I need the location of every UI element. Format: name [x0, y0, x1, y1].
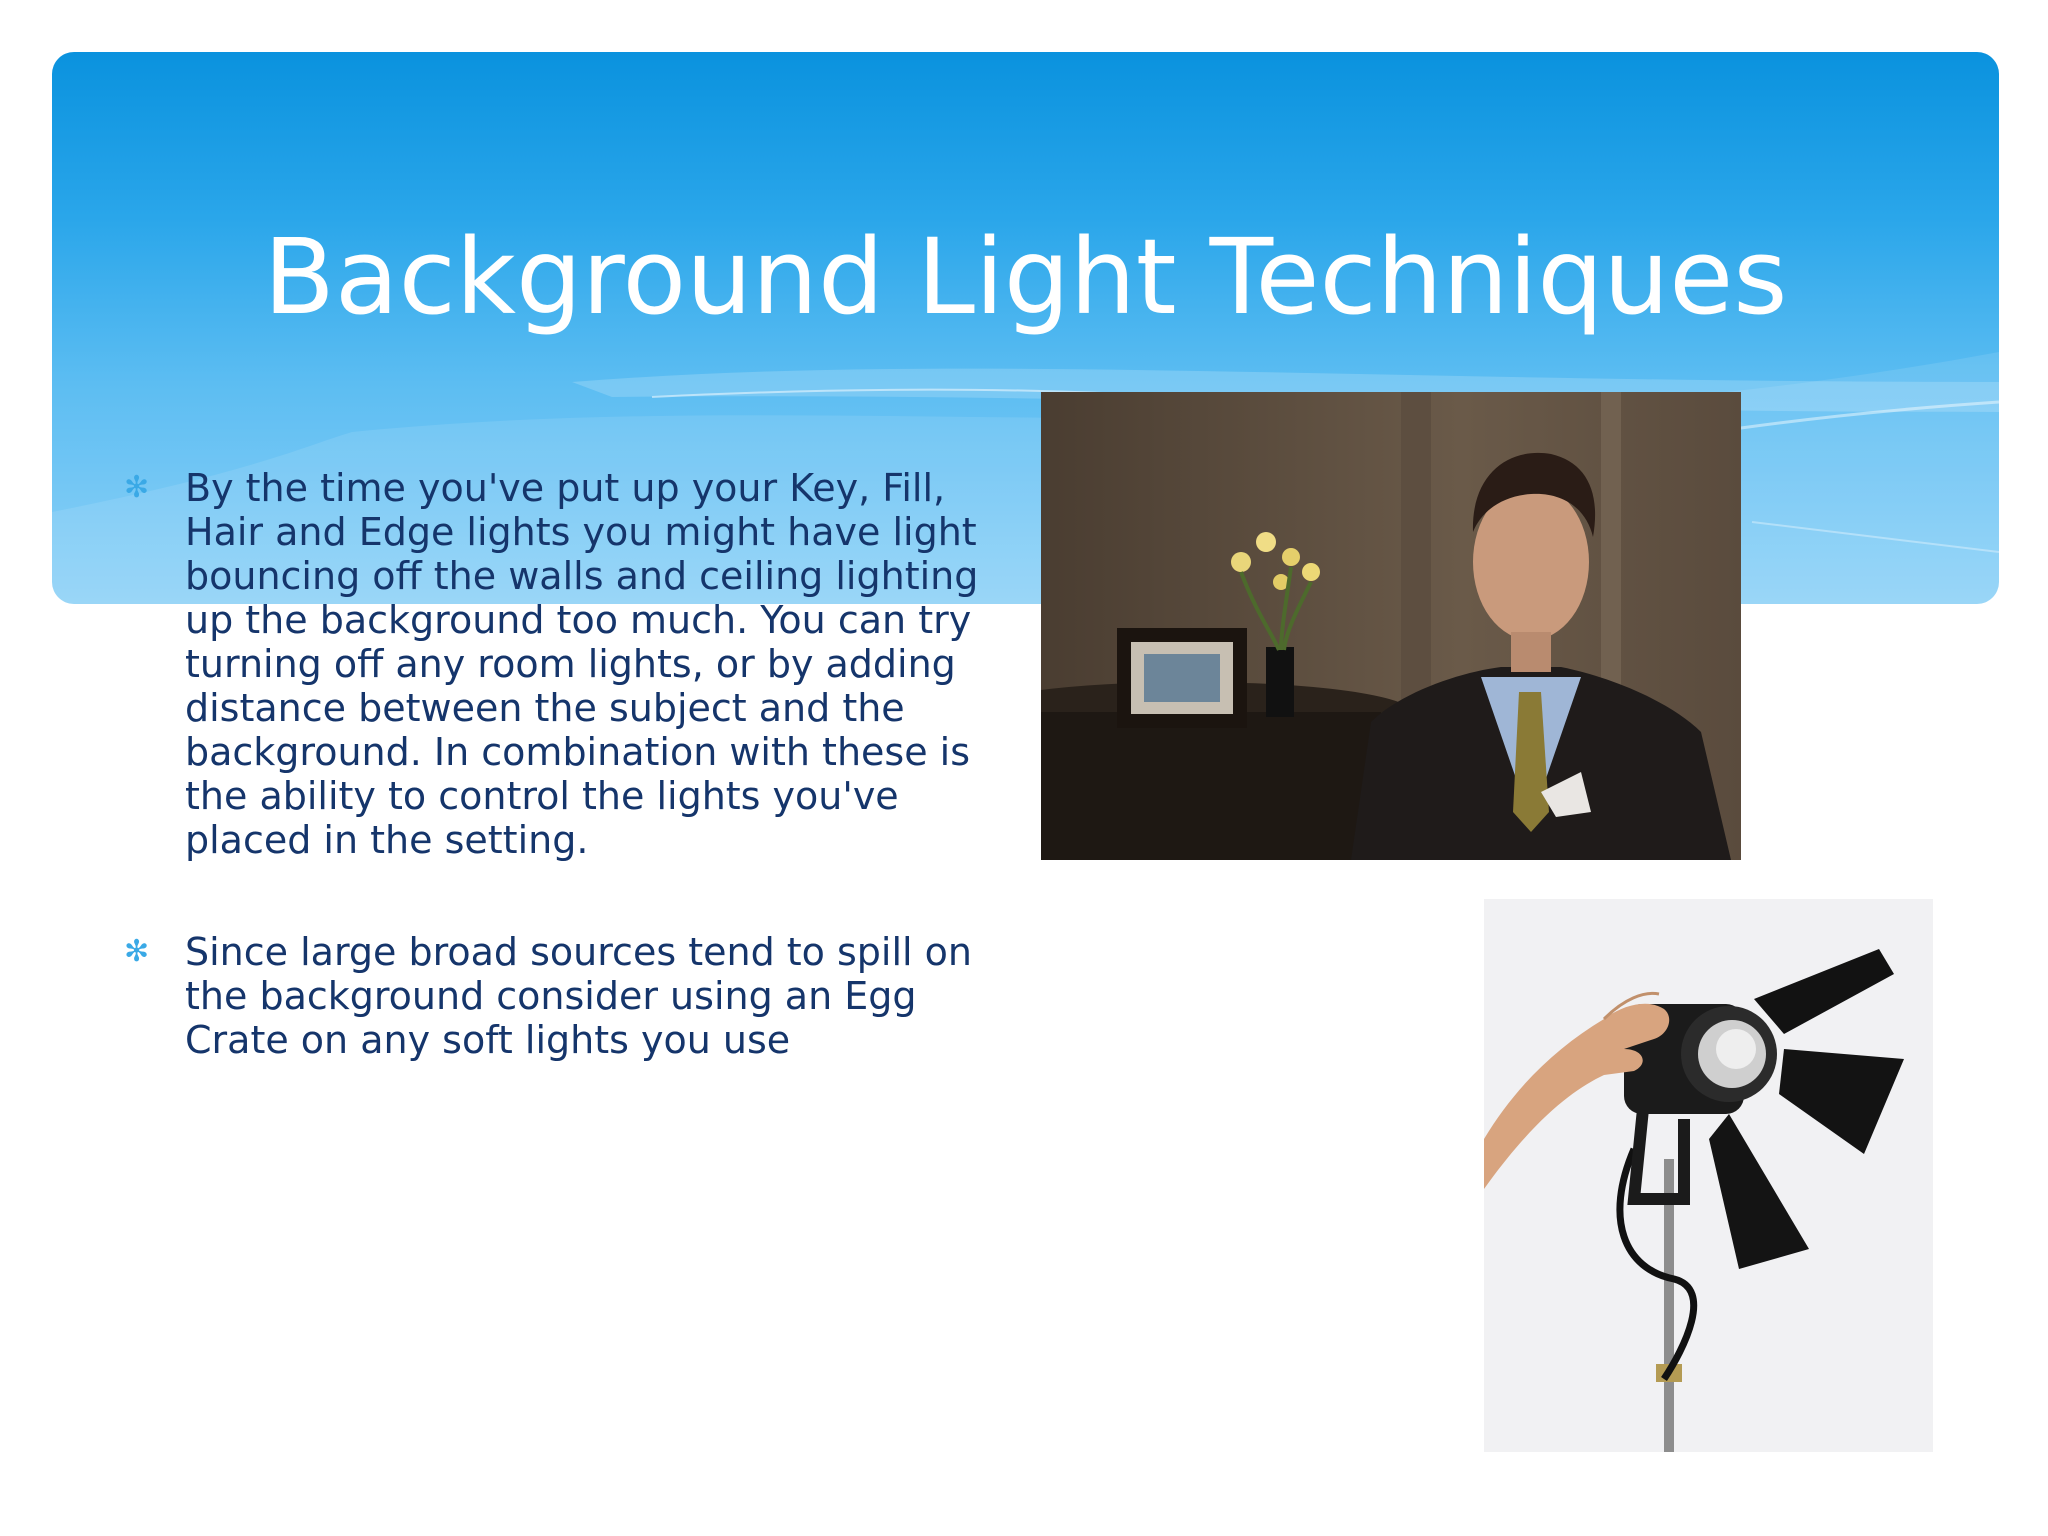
bullet-item: [120, 466, 980, 862]
bullet-text: By the time you've put up your Key, Fill, Hair and Edge lights you might have light bouncing off the walls and ceiling lighting up the background too much. You can try turning off any room lights, or by adding distance between the subject and the background. In combination with these is the ability to control the lights you've placed in the setting.: [185, 466, 979, 862]
asterisk-bullet-icon: ✻: [124, 934, 150, 969]
bullet-text: Since large broad sources tend to spill on the background consider using an Egg Crate on any soft lights you use: [185, 930, 972, 1062]
portrait-photo: [1041, 392, 1741, 860]
studio-light-photo: [1484, 899, 1933, 1452]
asterisk-bullet-icon: ✻: [124, 470, 150, 505]
bullet-list: [120, 466, 980, 1130]
bullet-item: [120, 930, 980, 1062]
slide-title: Background Light Techniques: [263, 216, 1788, 338]
